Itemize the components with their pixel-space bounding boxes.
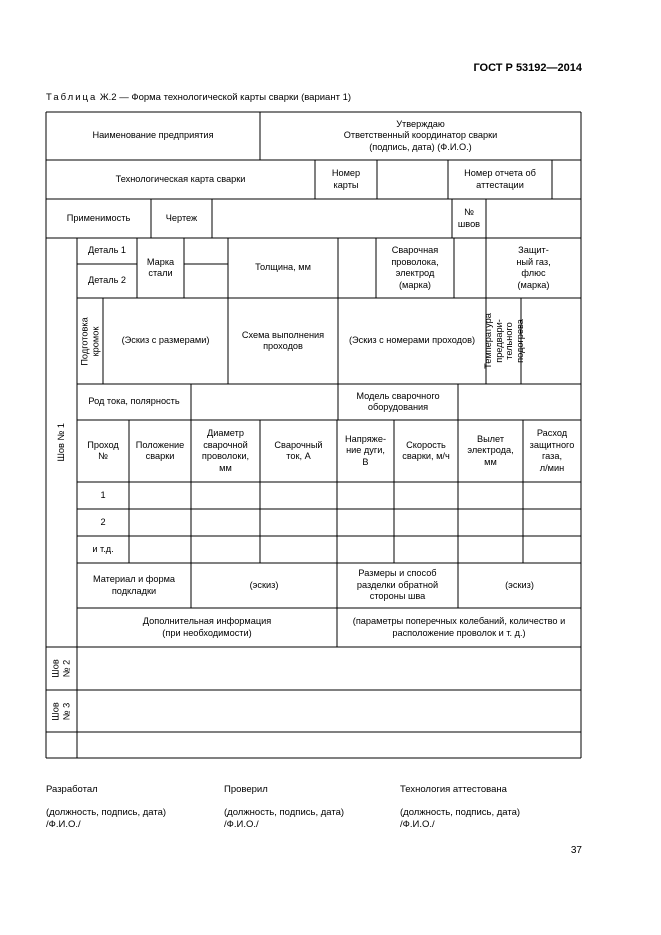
pass-row-label: 2 [100, 516, 106, 527]
sketch-dims-cell: (Эскиз с размерами) [121, 335, 210, 346]
signature-block: (должность, подпись, дата) /Ф.И.О./ [400, 807, 521, 830]
backside-cell: Размеры и способ разделки обратной стороны шва [356, 568, 439, 602]
col-voltage-header: Напряже- ние дуги, В [344, 433, 387, 467]
caption-label: Таблица [46, 92, 98, 103]
seam-number-cell: № швов [457, 207, 481, 229]
col-current-header: Сварочный ток, А [274, 439, 323, 461]
checked-label: Проверил [224, 784, 268, 795]
technology-label: Технология аттестована [400, 784, 507, 795]
sketch-passes-cell: (Эскиз с номерами проходов) [348, 335, 476, 346]
sketch1-cell: (эскиз) [249, 579, 279, 590]
equipment-model-cell: Модель сварочного оборудования [356, 390, 440, 412]
additional-info-cell: Дополнительная информация (при необходимости) [142, 616, 272, 638]
applicability-cell: Применимость [66, 212, 131, 223]
wire-cell: Сварочная проволока, электрод (марка) [391, 245, 439, 290]
backing-cell: Материал и форма подкладки [92, 574, 176, 596]
document-code: ГОСТ Р 53192—2014 [473, 62, 582, 74]
caption-text: Ж.2 — Форма технологической карты сварки (вариант 1) [97, 92, 352, 103]
preheat-label: Температура предвари- тельного подогрева [482, 313, 524, 369]
report-number-cell: Номер отчета об аттестации [464, 168, 536, 190]
developed-label: Разработал [46, 784, 98, 795]
table-caption [46, 92, 351, 103]
pass-row-label: 1 [100, 489, 106, 500]
pass-row-label: и т.д. [92, 543, 114, 554]
org-name-cell: Наименование предприятия [92, 130, 214, 141]
thickness-cell: Толщина, мм [255, 262, 311, 273]
current-type-cell: Род тока, полярность [88, 396, 180, 407]
page-number: 37 [570, 845, 582, 856]
gas-cell: Защит- ный газ, флюс (марка) [516, 245, 551, 290]
signature-block: (должность, подпись, дата) /Ф.И.О./ [224, 807, 345, 830]
detail2-cell: Деталь 2 [87, 275, 127, 286]
pass-scheme-cell: Схема выполнения проходов [241, 329, 325, 351]
oscillation-cell: (параметры поперечных колебаний, количество и расположение проволок и т. д.) [352, 616, 566, 638]
detail1-cell: Деталь 1 [87, 245, 127, 256]
seam3-label: Шов № 3 [50, 701, 72, 721]
tech-card-cell: Технологическая карта сварки [115, 173, 246, 184]
col-speed-header: Скорость сварки, м/ч [402, 439, 450, 461]
card-number-cell: Номер карты [331, 168, 361, 190]
edge-prep-label: Подготовка кромок [79, 316, 101, 366]
sketch2-cell: (эскиз) [505, 579, 534, 590]
col-pass-header: Проход № [87, 439, 119, 461]
drawing-cell: Чертеж [165, 212, 198, 223]
seam2-label: Шов № 2 [50, 659, 72, 678]
col-gasflow-header: Расход защитного газа, л/мин [529, 428, 575, 473]
approve-cell: Утверждаю Ответственный координатор сварки (подпись, дата) (Ф.И.О.) [343, 118, 498, 152]
steel-grade-cell: Марка стали [146, 256, 175, 278]
col-position-header: Положение сварки [135, 439, 185, 461]
signature-block: (должность, подпись, дата) /Ф.И.О./ [46, 807, 167, 830]
seam1-label: Шов № 1 [56, 423, 67, 462]
col-stickout-header: Вылет электрода, мм [467, 433, 514, 467]
col-diameter-header: Диаметр сварочной проволоки, мм [201, 428, 250, 473]
